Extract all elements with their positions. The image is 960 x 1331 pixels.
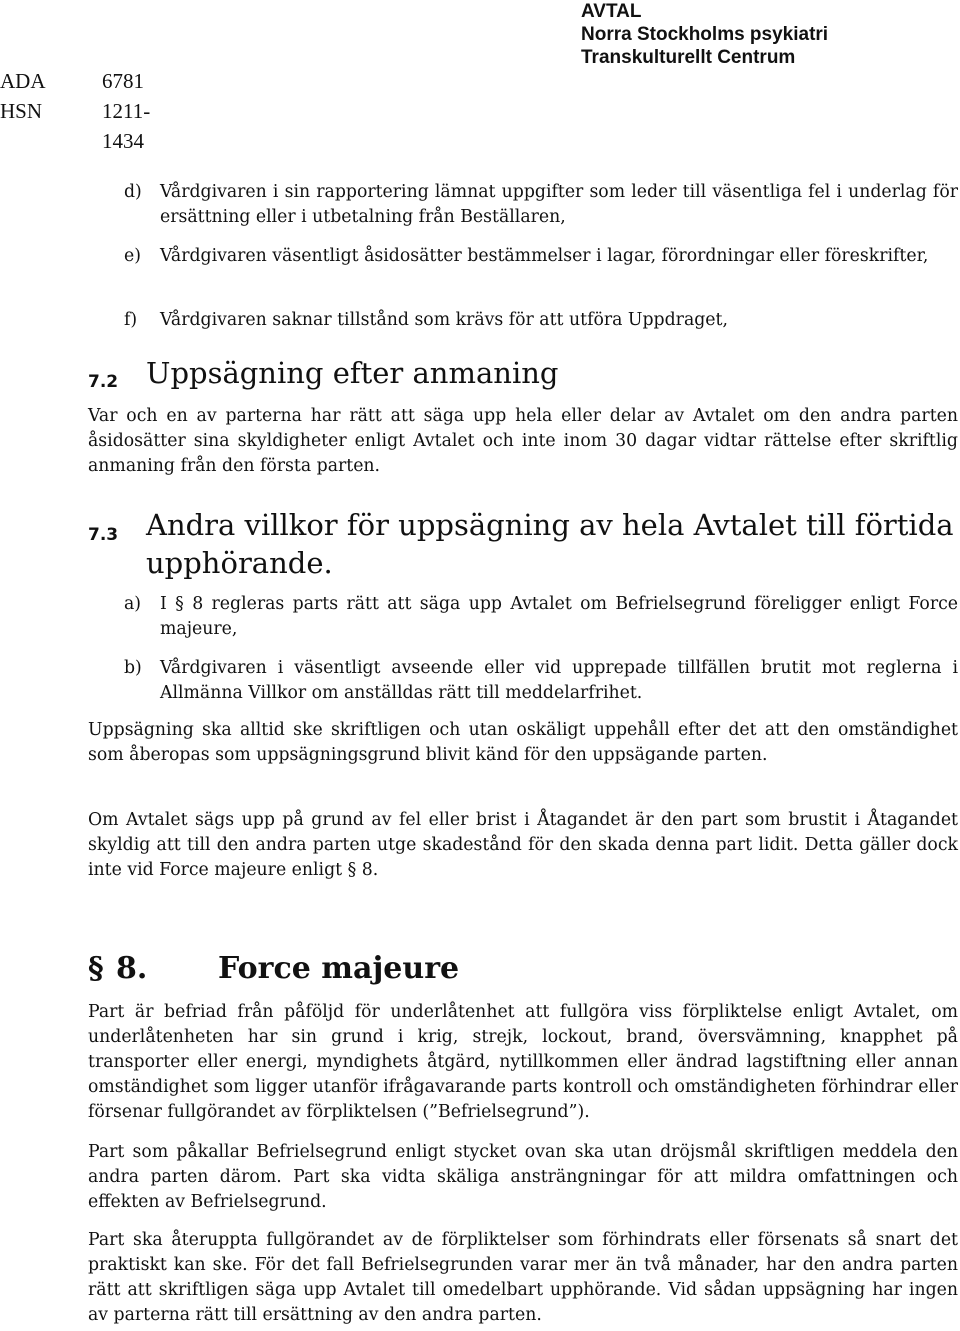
section-title: Andra villkor för uppsägning av hela Avtalet till förtida upphörande. (146, 508, 954, 580)
section-heading-7-3 (88, 506, 958, 582)
reference-label: HSN (0, 99, 43, 123)
list-item-text: Vårdgivaren i sin rapportering lämnat uppgifter som leder till väsentliga fel i underlag för ersättning eller i utbetalning från Beställaren, (160, 182, 958, 227)
section-title: Uppsägning efter anmaning (146, 356, 559, 390)
reference-label: ADA (0, 69, 46, 93)
list-marker: d) (124, 182, 142, 202)
list-marker: e) (124, 246, 141, 266)
section-7-2-paragraph: Var och en av parterna har rätt att säga upp hela eller delar av Avtalet om den andra parten åsidosätter sina skyldigheter enligt Avtalet och inte inom 30 dagar vidtar rättelse efter skriftlig anmaning från den första parten. (88, 406, 958, 476)
section-7-3-paragraph: Uppsägning ska alltid ske skriftligen och utan oskäligt uppehåll efter det att den omständighet som åberopas som uppsägningsgrund blivit känd för den uppsägande parten. (88, 720, 958, 765)
section-8-paragraph: Part är befriad från påföljd för underlåtenhet att fullgöra viss förpliktelse enligt Avtalet, om underlåtenheten har sin grund i krig, strejk, lockout, brand, översvämning, knapphet på transporter eller energi, myndighets åtgärd, nytillkommen eller ändrad lagstiftning eller annan omständighet som ligger utanför ifrågavarande parts kontroll och omständigheten förhindrar eller försenar fullgörandet av förpliktelsen (”Befrielsegrund”). (88, 1002, 958, 1122)
section-8-paragraph: Part ska återuppta fullgörandet av de förpliktelser som förhindrats eller försenats så snart det praktiskt kan ske. För det fall Befrielsegrunden varar mer än två månader, har den andra parten rätt att skriftligen säga upp Avtalet till omedelbart upphörande. Vid sådan uppsägning har ingen av parterna rätt till ersättning av den andra parten. (88, 1230, 958, 1325)
list-marker: a) (124, 594, 142, 614)
list-item-text: Vårdgivaren saknar tillstånd som krävs för att utföra Uppdraget, (160, 310, 728, 330)
section-8-paragraph: Part som påkallar Befrielsegrund enligt stycket ovan ska utan dröjsmål skriftligen meddela den andra parten därom. Part ska vidta skäliga ansträngningar för att mildra omfattningen och effekten av Befrielsegrund. (88, 1142, 958, 1212)
section-number: 7.2 (88, 372, 119, 392)
list-item-text: Vårdgivaren i väsentligt avseende eller vid upprepade tillfällen brutit mot reglerna i Allmänna Villkor om anställdas rätt till meddelarfrihet. (160, 658, 958, 703)
list-item-text: I § 8 regleras parts rätt att säga upp Avtalet om Befrielsegrund föreligger enligt Force majeure, (160, 594, 958, 639)
reference-value: 6781 (102, 69, 144, 93)
section-number: 8. (116, 951, 148, 986)
section-number: 7.3 (88, 525, 119, 545)
header-organization-name: Norra Stockholms psykiatri (581, 24, 829, 45)
list-item (124, 180, 958, 230)
list-item-text: Vårdgivaren väsentligt åsidosätter bestämmelser i lagar, förordningar eller föreskrifter, (160, 246, 929, 266)
list-item (124, 308, 958, 333)
list-item (124, 244, 958, 269)
list-item (124, 592, 958, 642)
document-header-organization (581, 0, 828, 69)
section-title: Force majeure (218, 951, 460, 986)
list-marker: b) (124, 658, 142, 678)
header-agreement-label: AVTAL (581, 1, 642, 22)
section-7-3-paragraph: Om Avtalet sägs upp på grund av fel eller brist i Åtagandet är den part som brustit i Åtagandet skyldig att till den andra parten utge skadestånd för den skada denna part lidit. Detta gäller dock inte vid Force majeure enligt § 8. (88, 810, 958, 880)
reference-value: 1211-1434 (102, 99, 151, 153)
section-symbol: § (88, 951, 104, 986)
header-department-name: Transkulturellt Centrum (581, 47, 796, 68)
list-marker: f) (124, 310, 138, 330)
list-item (124, 656, 958, 706)
